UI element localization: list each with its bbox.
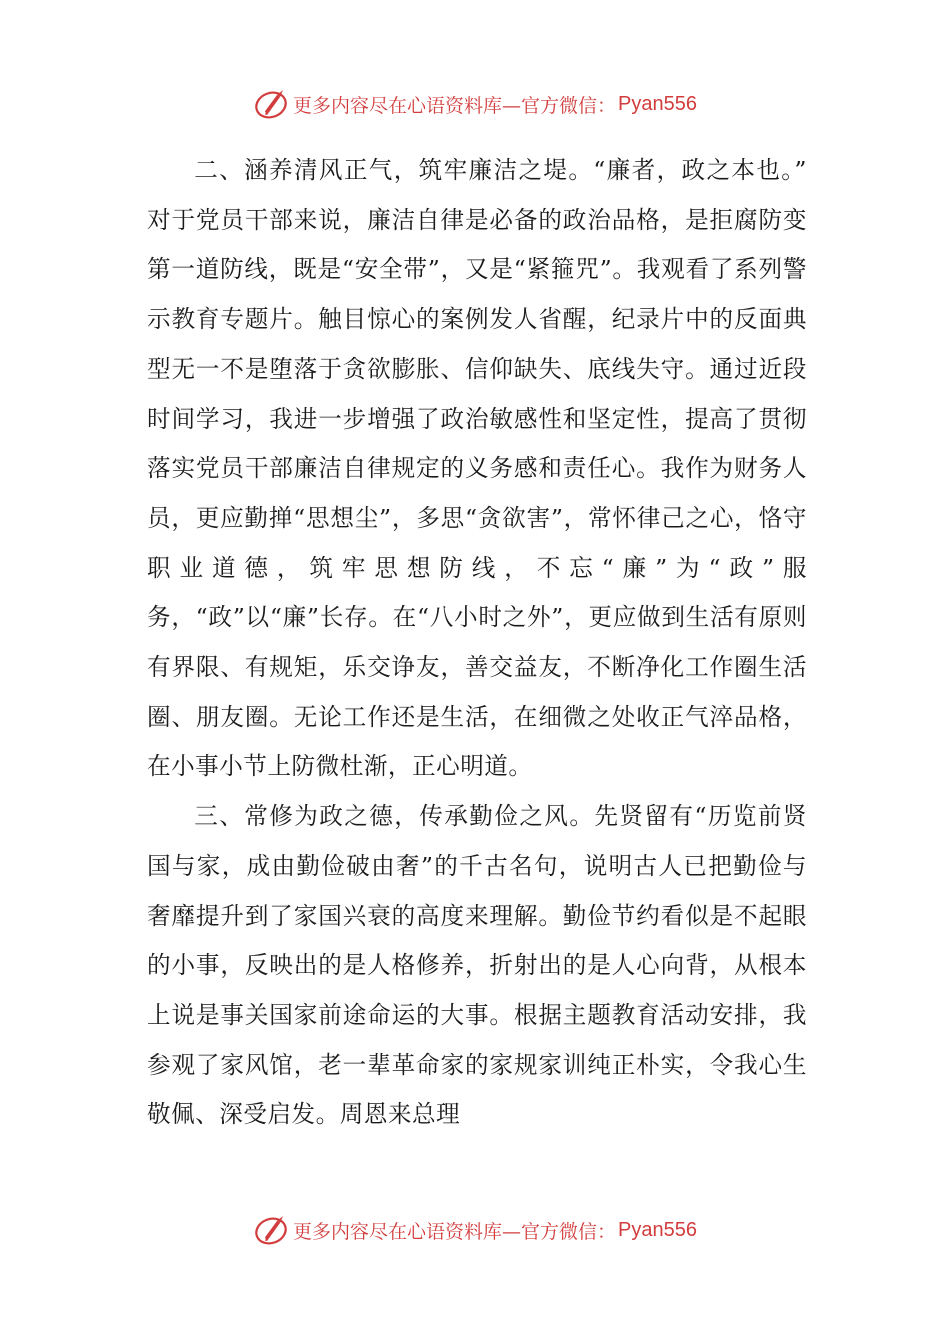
quill-pen-logo-icon — [253, 86, 289, 122]
quill-pen-logo-icon — [253, 1212, 289, 1248]
site-promo-text: 更多内容尽在心语资料库— — [293, 94, 522, 117]
wechat-id: Pyan556 — [618, 1218, 697, 1241]
paragraph-2: 二、涵养清风正气，筑牢廉洁之堤。“廉者，政之本也。” 对于党员干部来说，廉洁自律是必备的政治品格，是拒腐防变第一道防线，既是“安全带”，又是“紧箍咒”。我观看了系列警示教育专题片。触目惊心的案例发人省醒，纪录片中的反面典型无一不是堕落于贪欲膨胀、信仰缺失、底线失守。通过近段时间学习，我进一步增强了政治敏感性和坚定性，提高了贯彻落实党员干部廉洁自律规定的义务感和责任心。我作为财务人员，更应勤掸“思想尘”，多思“贪欲害”，常怀律己之心，恪守职业道德，筑牢思想防线，不忘“廉”为“政”服务，“政”以“廉”长存。在“八小时之外”，更应做到生活有原则有界限、有规矩，乐交诤友，善交益友，不断净化工作圈生活圈、朋友圈。无论工作还是生活，在细微之处收正气淬品格，在小事小节上防微杜渐，正心明道。 — [147, 156, 807, 781]
wechat-label: 官方微信： — [521, 1220, 617, 1243]
footer-watermark-banner — [0, 1210, 950, 1250]
wechat-label: 官方微信： — [521, 94, 617, 117]
paragraph-3: 三、常修为政之德，传承勤俭之风。先贤留有“历览前贤国与家，成由勤俭破由奢”的千古名句，说明古人已把勤俭与奢靡提升到了家国兴衰的高度来理解。勤俭节约看似是不起眼的小事，反映出的是人格修养，折射出的是人心向背，从根本上说是事关国家前途命运的大事。根据主题教育活动安排，我参观了家风馆，老一辈革命家的家规家训纯正朴实，令我心生敬佩、深受启发。周恩来总理 — [147, 802, 807, 1129]
wechat-id: Pyan556 — [618, 92, 697, 115]
document-body — [147, 146, 807, 1140]
site-promo-text: 更多内容尽在心语资料库— — [293, 1220, 522, 1243]
header-watermark-banner — [0, 84, 950, 124]
